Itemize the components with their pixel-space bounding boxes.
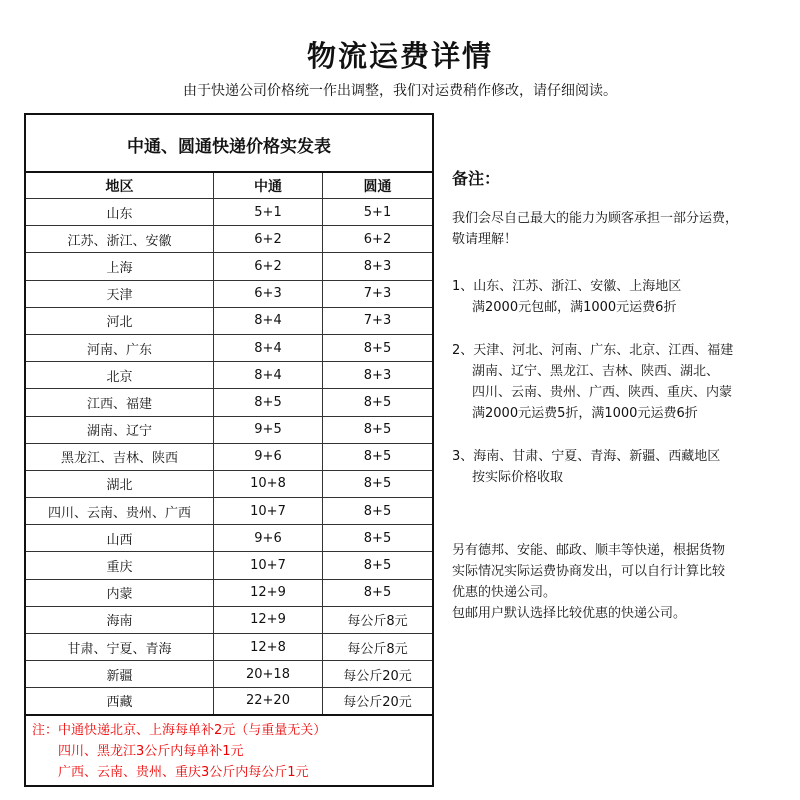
remarks-item-2 [452,340,792,424]
text-line: 我们会尽自己最大的能力为顾客承担一部分运费， [452,211,739,226]
region-cell: 黑龙江、吉林、陕西 [26,444,214,470]
region-cell: 天津 [26,281,214,307]
remarks-item-1 [452,276,792,318]
region-cell: 重庆 [26,552,214,578]
yto-price-cell: 8+5 [363,585,392,601]
zto-price-cell: 6+2 [214,253,323,279]
table-notes [26,716,432,783]
note-line: 广西、云南、贵州、重庆3公斤内每公斤1元 [58,764,309,780]
table-row [26,199,432,226]
region-cell: 湖北 [26,471,214,497]
region-cell: 上海 [26,253,214,279]
text-line: 另有德邦、安能、邮政、顺丰等快递，根据货物 [452,543,726,558]
table-row [26,281,432,308]
yto-price-cell: 每公斤20元 [343,695,412,711]
yto-price-cell: 每公斤8元 [347,614,408,630]
table-header [26,173,432,199]
zto-price-cell: 20+18 [214,661,323,687]
table-row [26,226,432,253]
table-row [26,552,432,579]
yto-price-cell: 8+5 [363,394,392,410]
table-row [26,389,432,416]
region-cell: 山东 [26,199,214,225]
text-line: 敬请理解！ [452,232,518,247]
zto-price-cell: 10+8 [214,471,323,497]
yto-price-cell: 8+5 [363,558,392,574]
yto-price-cell: 8+5 [363,340,392,356]
yto-price-cell: 8+5 [363,422,392,438]
column-header-yto: 圆通 [363,178,392,195]
yto-price-cell: 每公斤8元 [347,641,408,657]
yto-price-cell: 8+3 [363,367,392,383]
zto-price-cell: 8+5 [214,389,323,415]
page-title: 物流运费详情 [306,39,493,73]
region-cell: 江苏、浙江、安徽 [26,226,214,252]
table-row [26,688,432,715]
remarks-heading: 备注： [452,169,501,188]
region-cell: 新疆 [26,661,214,687]
region-cell: 河南、广东 [26,335,214,361]
column-header-region: 地区 [26,173,214,198]
yto-price-cell: 7+3 [363,313,392,329]
region-cell: 湖南、辽宁 [26,417,214,443]
yto-price-cell: 8+5 [363,503,392,519]
table-row [26,417,432,444]
region-cell: 江西、福建 [26,389,214,415]
zto-price-cell: 6+2 [214,226,323,252]
table-title: 中通、圆通快递价格实发表 [26,115,432,173]
remarks-other [452,540,792,624]
region-cell: 海南 [26,607,214,633]
table-row [26,362,432,389]
zto-price-cell: 12+9 [214,580,323,606]
table-row [26,471,432,498]
table-row [26,607,432,634]
table-row [26,580,432,607]
table-row [26,308,432,335]
text-line: 满2000元运费5折，满1000元运费6折 [472,406,698,421]
text-line: 优惠的快递公司。 [452,585,557,600]
zto-price-cell: 12+8 [214,634,323,660]
yto-price-cell: 8+5 [363,530,392,546]
zto-price-cell: 10+7 [214,552,323,578]
text-line: 3、海南、甘肃、宁夏、青海、新疆、西藏地区 [452,449,721,464]
remarks-intro [452,208,792,250]
table-row [26,335,432,362]
region-cell: 四川、云南、贵州、广西 [26,498,214,524]
page-subtitle: 由于快递公司价格统一作出调整，我们对运费稍作修改，请仔细阅读。 [183,83,617,99]
table-row [26,444,432,471]
price-table [24,113,434,787]
text-line: 四川、云南、贵州、广西、陕西、重庆、内蒙 [472,385,733,400]
zto-price-cell: 12+9 [214,607,323,633]
zto-price-cell: 9+6 [214,525,323,551]
zto-price-cell: 9+6 [214,444,323,470]
text-line: 满2000元包邮，满1000元运费6折 [472,300,677,315]
yto-price-cell: 8+5 [363,476,392,492]
region-cell: 内蒙 [26,580,214,606]
zto-price-cell: 6+3 [214,281,323,307]
region-cell: 甘肃、宁夏、青海 [26,634,214,660]
region-cell: 河北 [26,308,214,334]
yto-price-cell: 8+5 [363,449,392,465]
zto-price-cell: 10+7 [214,498,323,524]
zto-price-cell: 22+20 [214,688,323,713]
table-row [26,661,432,688]
yto-price-cell: 7+3 [363,286,392,302]
text-line: 湖南、辽宁、黑龙江、吉林、陕西、湖北、 [472,364,720,379]
remarks-item-3 [452,446,792,488]
column-header-zto: 中通 [214,173,323,198]
yto-price-cell: 每公斤20元 [343,668,412,684]
yto-price-cell: 8+3 [363,258,392,274]
region-cell: 北京 [26,362,214,388]
table-row [26,498,432,525]
zto-price-cell: 8+4 [214,362,323,388]
table-row [26,253,432,280]
table-row [26,525,432,552]
text-line: 包邮用户默认选择比较优惠的快递公司。 [452,606,687,621]
zto-price-cell: 8+4 [214,335,323,361]
zto-price-cell: 9+5 [214,417,323,443]
text-line: 按实际价格收取 [472,470,564,485]
text-line: 2、天津、河北、河南、广东、北京、江西、福建 [452,343,734,358]
note-line: 四川、黑龙江3公斤内每单补1元 [58,743,244,759]
table-row [26,634,432,661]
zto-price-cell: 8+4 [214,308,323,334]
zto-price-cell: 5+1 [214,199,323,225]
text-line: 实际情况实际运费协商发出，可以自行计算比较 [452,564,726,579]
yto-price-cell: 6+2 [363,231,392,247]
region-cell: 山西 [26,525,214,551]
yto-price-cell: 5+1 [363,204,392,220]
text-line: 1、山东、江苏、浙江、安徽、上海地区 [452,279,682,294]
region-cell: 西藏 [26,688,214,713]
note-line: 注：中通快递北京、上海每单补2元（与重量无关） [32,722,327,738]
